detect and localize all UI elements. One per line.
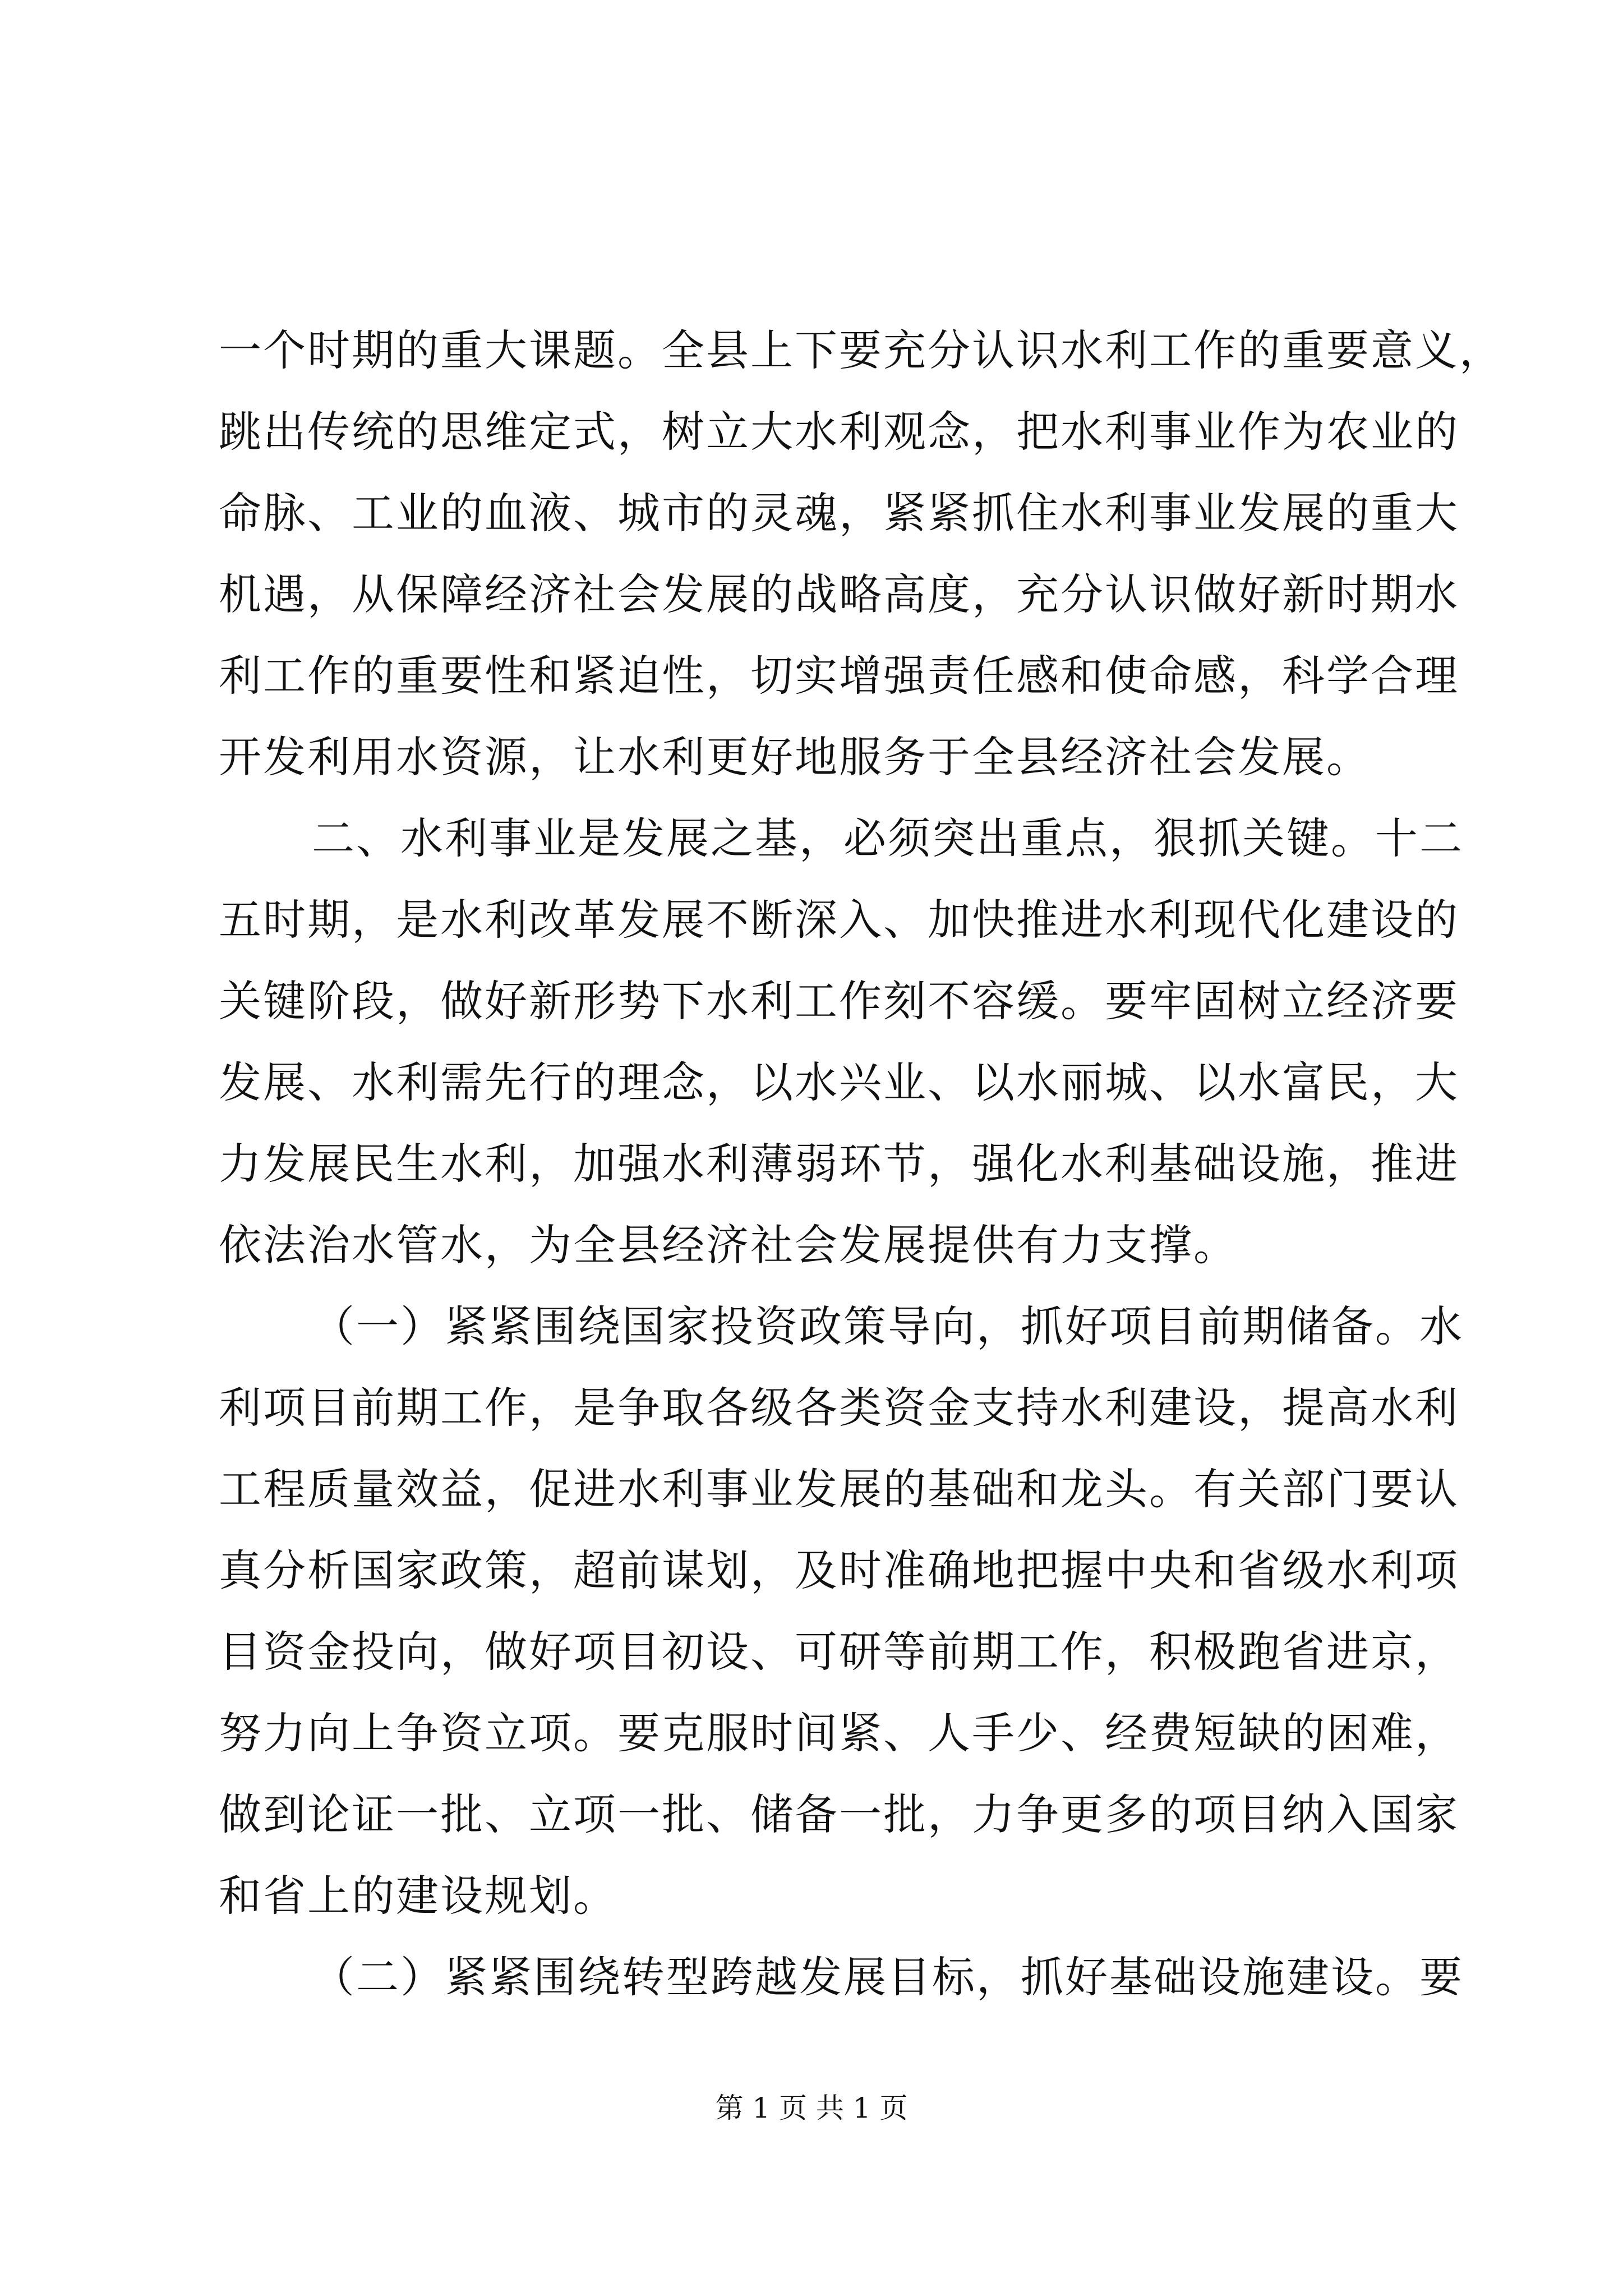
text-line: 机遇，从保障经济社会发展的战略高度，充分认识做好新时期水 [219, 569, 1459, 619]
page-footer: 第 1 页 共 1 页 [715, 2092, 908, 2124]
text-line: 依法治水管水，为全县经济社会发展提供有力支撑。 [219, 1220, 1238, 1270]
text-line: 和省上的建设规划。 [219, 1871, 617, 1921]
text-line: 五时期，是水利改革发展不断深入、加快推进水利现代化建设的 [219, 895, 1459, 945]
text-line: 力发展民生水利，加强水利薄弱环节，强化水利基础设施，推进 [219, 1139, 1459, 1189]
text-line: 利工作的重要性和紧迫性，切实增强责任感和使命感，科学合理 [219, 651, 1459, 701]
text-line: 发展、水利需先行的理念，以水兴业、以水丽城、以水富民，大 [219, 1057, 1459, 1107]
text-line: 利项目前期工作，是争取各级各类资金支持水利建设，提高水利 [219, 1383, 1459, 1433]
text-line: 跳出传统的思维定式，树立大水利观念，把水利事业作为农业的 [219, 407, 1459, 457]
text-line: 真分析国家政策，超前谋划，及时准确地把握中央和省级水利项 [219, 1545, 1459, 1595]
text-line: 做到论证一批、立项一批、储备一批，力争更多的项目纳入国家 [219, 1789, 1459, 1839]
text-line: 一个时期的重大课题。全县上下要充分认识水利工作的重要意义， [219, 325, 1504, 375]
text-line: 工程质量效益，促进水利事业发展的基础和龙头。有关部门要认 [219, 1464, 1459, 1514]
text-line: 关键阶段，做好新形势下水利工作刻不容缓。要牢固树立经济要 [219, 976, 1459, 1026]
body-text [219, 310, 1504, 2018]
text-line: 努力向上争资立项。要克服时间紧、人手少、经费短缺的困难， [219, 1708, 1459, 1758]
text-line: 命脉、工业的血液、城市的灵魂，紧紧抓住水利事业发展的重大 [219, 488, 1459, 538]
paragraph-start-line: 二、水利事业是发展之基，必须突出重点，狠抓关键。十二 [312, 813, 1464, 863]
paragraph-start-line: （二）紧紧围绕转型跨越发展目标，抓好基础设施建设。要 [312, 1952, 1464, 2002]
text-line: 目资金投向，做好项目初设、可研等前期工作，积极跑省进京， [219, 1627, 1459, 1677]
text-line: 开发利用水资源，让水利更好地服务于全县经济社会发展。 [219, 732, 1371, 782]
paragraph-start-line: （一）紧紧围绕国家投资政策导向，抓好项目前期储备。水 [312, 1301, 1464, 1351]
